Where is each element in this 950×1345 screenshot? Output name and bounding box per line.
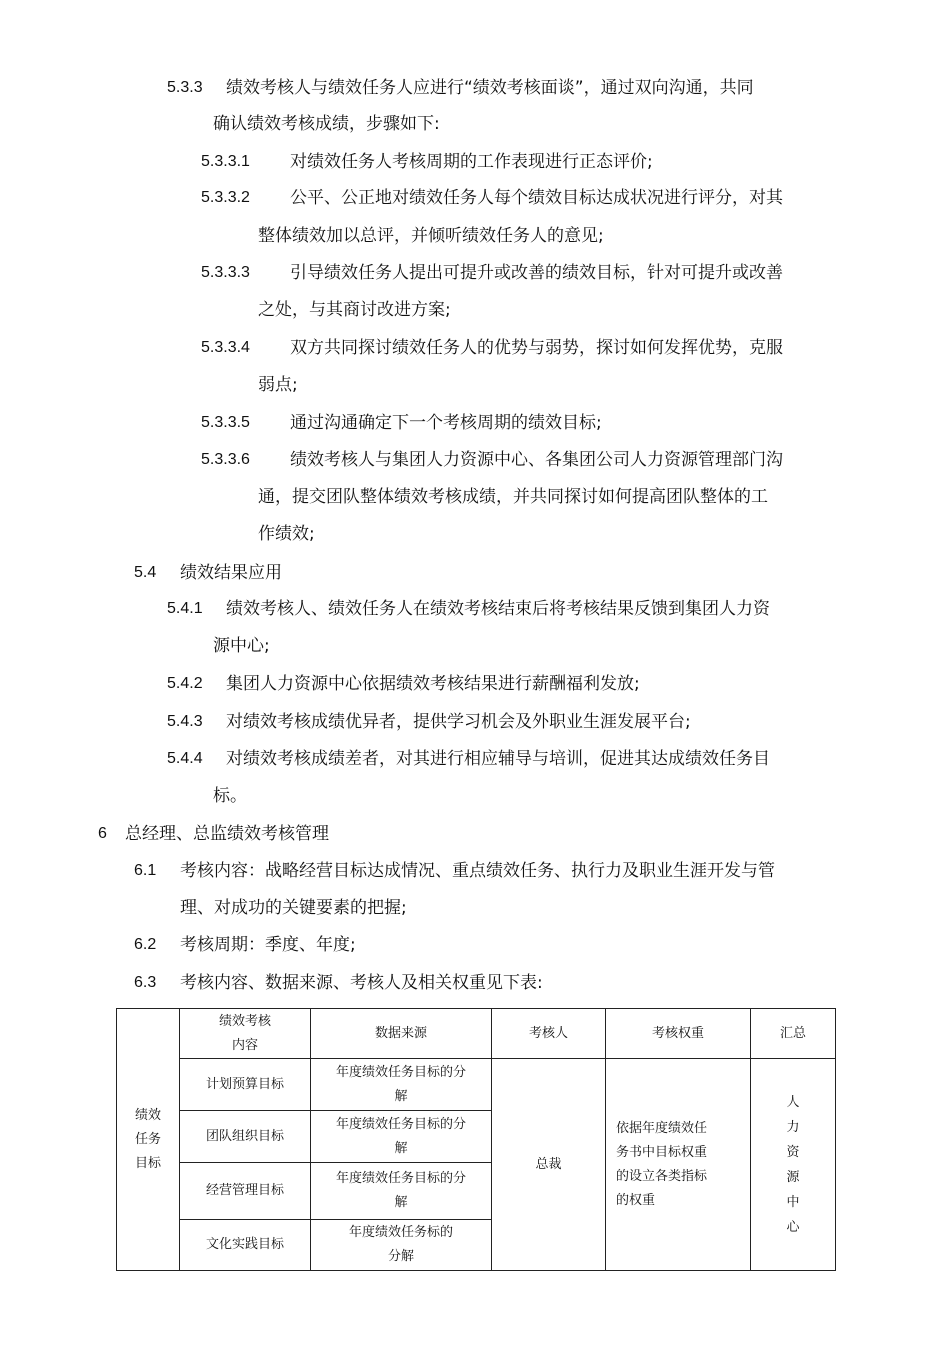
header-summary: 汇总 [751, 1009, 836, 1059]
header-content [180, 1009, 311, 1059]
section-number: 5.3.3.2 [201, 189, 250, 206]
summary-char: 人 [786, 1094, 800, 1110]
section-number: 6.2 [134, 936, 157, 953]
paragraph-line: 确认绩效考核成绩，步骤如下: [213, 114, 440, 134]
content-cell: 文化实践目标 [180, 1220, 311, 1271]
weight-text: 务书中目标权重 [616, 1144, 708, 1160]
section-number: 5.3.3.1 [201, 153, 250, 170]
row-group-line: 任务 [134, 1131, 161, 1147]
weight-text: 的设立各类指标 [616, 1168, 708, 1184]
source-text: 年度绩效任务目标的分 [335, 1116, 466, 1132]
paragraph-line: 理、对成功的关键要素的把握; [180, 898, 407, 918]
paragraph-line: 绩效考核人、绩效任务人在绩效考核结束后将考核结果反馈到集团人力资 [226, 599, 770, 619]
row-group-line: 目标 [134, 1155, 161, 1171]
paragraph-line: 通，提交团队整体绩效考核成绩，并共同探讨如何提高团队整体的工 [258, 487, 768, 507]
paragraph-line: 考核内容、数据来源、考核人及相关权重见下表: [180, 973, 543, 993]
source-text: 年度绩效任务标的 [348, 1225, 453, 1240]
paragraph-line: 双方共同探讨绩效任务人的优势与弱势，探讨如何发挥优势，克服 [290, 338, 783, 358]
source-text: 解 [394, 1195, 408, 1210]
source-text: 解 [394, 1140, 408, 1156]
paragraph-line: 考核周期：季度、年度; [180, 935, 356, 955]
paragraph-line: 对绩效考核成绩优异者，提供学习机会及外职业生涯发展平台; [226, 712, 691, 732]
paragraph-line: 考核内容：战略经营目标达成情况、重点绩效任务、执行力及职业生涯开发与管 [180, 861, 775, 881]
content-cell: 计划预算目标 [180, 1059, 311, 1111]
section-number: 5.4.1 [167, 600, 203, 617]
weight-cell [606, 1059, 751, 1271]
weight-text: 的权重 [616, 1192, 656, 1208]
paragraph-line: 源中心; [213, 636, 270, 656]
paragraph-line: 整体绩效加以总评，并倾听绩效任务人的意见; [258, 226, 604, 246]
header-assessor: 考核人 [492, 1009, 606, 1059]
section-number: 5.3.3.4 [201, 339, 250, 356]
section-number: 5.4.4 [167, 750, 203, 767]
source-cell [311, 1220, 492, 1271]
paragraph-line: 标。 [213, 786, 247, 806]
paragraph-line: 公平、公正地对绩效任务人每个绩效目标达成状况进行评分，对其 [290, 188, 783, 208]
paragraph-line: 对绩效考核成绩差者，对其进行相应辅导与培训，促进其达成绩效任务目 [226, 749, 770, 769]
header-text: 绩效考核 [218, 1013, 271, 1029]
paragraph-line: 作绩效; [258, 524, 315, 544]
paragraph-line: 绩效考核人与绩效任务人应进行“绩效考核面谈”，通过双向沟通，共同 [226, 78, 754, 98]
header-text: 内容 [231, 1037, 258, 1053]
summary-char: 资 [786, 1144, 800, 1160]
section-number: 5.3.3.5 [201, 414, 250, 431]
source-text: 分解 [387, 1249, 414, 1264]
content-cell: 团队组织目标 [180, 1111, 311, 1163]
source-text: 年度绩效任务目标的分 [335, 1064, 466, 1080]
paragraph-line: 引导绩效任务人提出可提升或改善的绩效目标，针对可提升或改善 [290, 263, 783, 283]
summary-char: 心 [786, 1219, 800, 1235]
paragraph-line: 之处，与其商讨改进方案; [258, 300, 451, 320]
table-header-row [117, 1009, 836, 1059]
summary-char: 中 [786, 1194, 800, 1210]
paragraph-line: 通过沟通确定下一个考核周期的绩效目标; [290, 413, 602, 433]
source-text: 解 [394, 1088, 408, 1104]
section-number: 5.3.3.6 [201, 451, 250, 468]
source-text: 年度绩效任务目标的分 [335, 1171, 466, 1186]
assessor-cell: 总裁 [492, 1059, 606, 1271]
paragraph-line: 对绩效任务人考核周期的工作表现进行正态评价; [290, 152, 653, 172]
content-cell: 经营管理目标 [180, 1163, 311, 1220]
paragraph-line: 绩效考核人与集团人力资源中心、各集团公司人力资源管理部门沟 [290, 450, 783, 470]
header-source: 数据来源 [311, 1009, 492, 1059]
section-number: 5.4 [134, 564, 157, 581]
paragraph-line: 弱点; [258, 375, 298, 395]
section-number: 5.3.3.3 [201, 264, 250, 281]
table-row [117, 1059, 836, 1111]
source-cell [311, 1111, 492, 1163]
summary-cell [751, 1059, 836, 1271]
section-heading: 绩效结果应用 [180, 563, 282, 583]
source-cell [311, 1059, 492, 1111]
row-group-cell [117, 1009, 180, 1271]
summary-char: 源 [786, 1169, 800, 1185]
section-number: 5.4.3 [167, 713, 203, 730]
source-cell [311, 1163, 492, 1220]
assessment-table [116, 1008, 836, 1271]
weight-text: 依据年度绩效任 [616, 1120, 708, 1136]
header-weight: 考核权重 [606, 1009, 751, 1059]
row-group-line: 绩效 [134, 1107, 161, 1123]
section-number: 5.3.3 [167, 79, 203, 96]
paragraph-line: 集团人力资源中心依据绩效考核结果进行薪酬福利发放; [226, 674, 640, 694]
section-number: 6 [98, 825, 107, 842]
section-heading: 总经理、总监绩效考核管理 [125, 824, 329, 844]
section-number: 6.3 [134, 974, 157, 991]
section-number: 5.4.2 [167, 675, 203, 692]
summary-char: 力 [786, 1119, 800, 1135]
section-number: 6.1 [134, 862, 157, 879]
